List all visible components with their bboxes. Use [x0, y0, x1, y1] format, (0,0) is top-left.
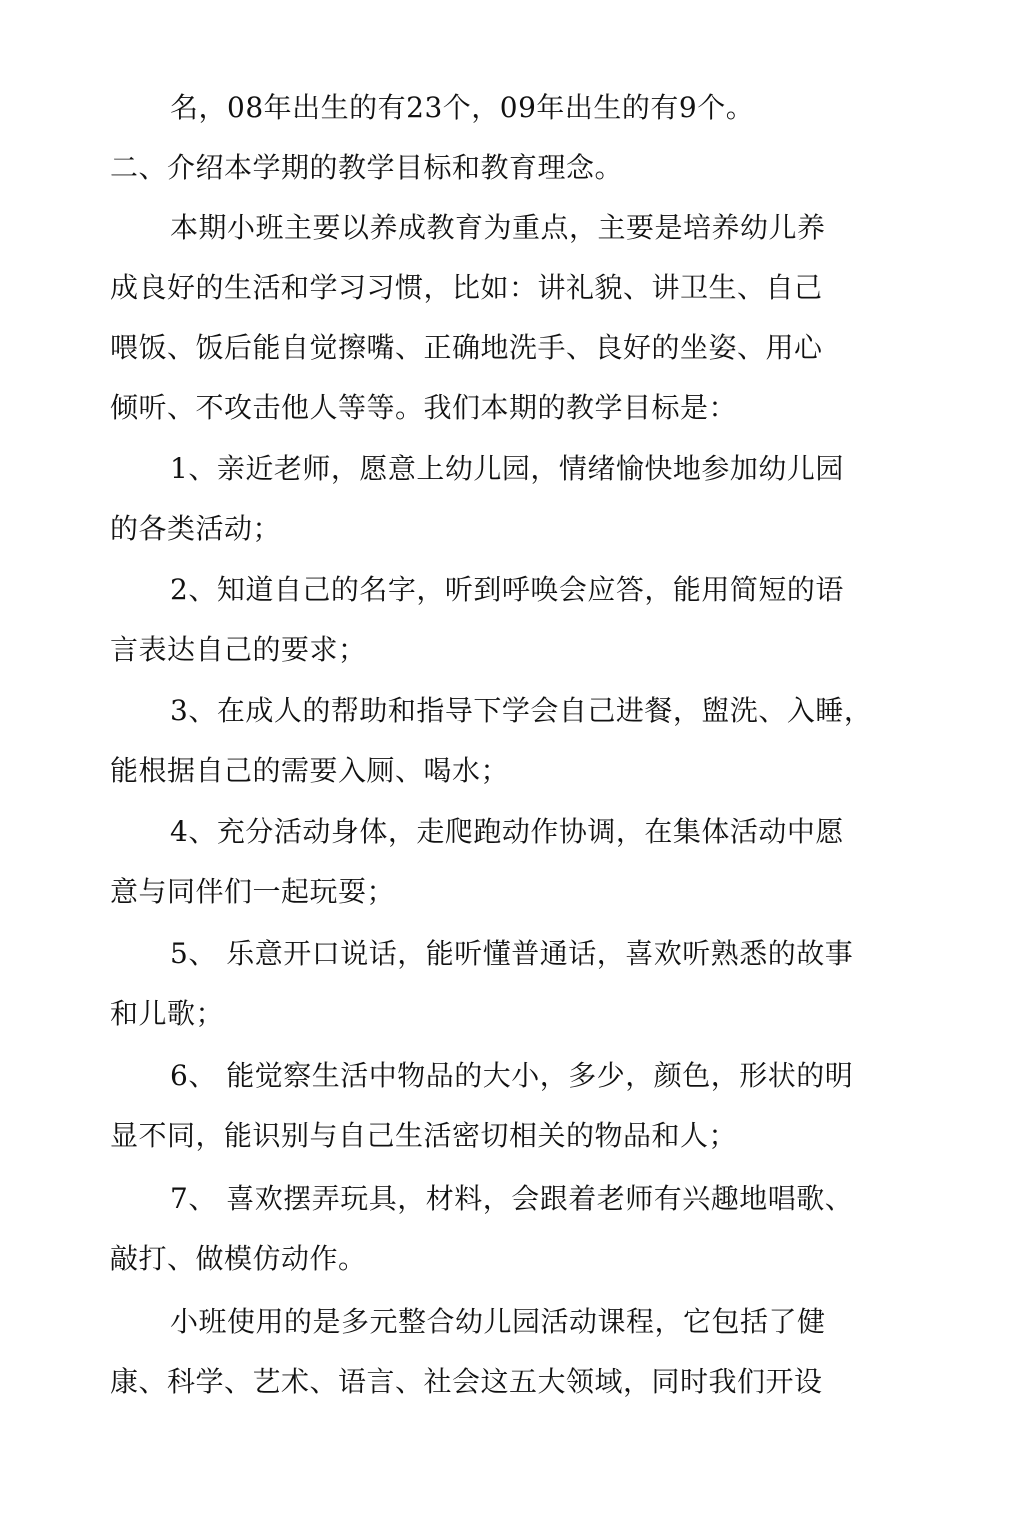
list-item-4: 4、充分活动身体，走爬跑动作协调，在集体活动中愿 — [170, 815, 844, 848]
list-item-1: 1、亲近老师，愿意上幼儿园，情绪愉快地参加幼儿园 — [170, 452, 844, 485]
text-line: 名，08年出生的有23个，09年出生的有9个。 — [170, 91, 755, 124]
text-line: 倾听、不攻击他人等等。我们本期的教学目标是： — [110, 391, 738, 424]
text-line: 成良好的生活和学习习惯，比如：讲礼貌、讲卫生、自己 — [110, 271, 823, 304]
list-item-7: 7、 喜欢摆弄玩具，材料，会跟着老师有兴趣地唱歌、 — [170, 1182, 854, 1215]
list-item-3: 3、在成人的帮助和指导下学会自己进餐，盥洗、入睡， — [170, 694, 873, 727]
text-line: 和儿歌； — [110, 997, 225, 1030]
text-line: 小班使用的是多元整合幼儿园活动课程，它包括了健 — [170, 1305, 826, 1338]
text-line: 能根据自己的需要入厕、喝水； — [110, 754, 510, 787]
text-line: 喂饭、饭后能自觉擦嘴、正确地洗手、良好的坐姿、用心 — [110, 331, 823, 364]
text-line: 的各类活动； — [110, 512, 282, 545]
section-heading: 二、介绍本学期的教学目标和教育理念。 — [110, 151, 624, 184]
text-line: 意与同伴们一起玩耍； — [110, 875, 396, 908]
text-line: 本期小班主要以养成教育为重点，主要是培养幼儿养 — [170, 211, 826, 244]
text-line: 显不同，能识别与自己生活密切相关的物品和人； — [110, 1119, 738, 1152]
list-item-5: 5、 乐意开口说话，能听懂普通话，喜欢听熟悉的故事 — [170, 937, 854, 970]
text-line: 敲打、做模仿动作。 — [110, 1242, 367, 1275]
text-line: 言表达自己的要求； — [110, 633, 367, 666]
list-item-6: 6、 能觉察生活中物品的大小，多少，颜色，形状的明 — [170, 1059, 854, 1092]
text-line: 康、科学、艺术、语言、社会这五大领域，同时我们开设 — [110, 1365, 823, 1398]
list-item-2: 2、知道自己的名字，听到呼唤会应答，能用简短的语 — [170, 573, 844, 606]
